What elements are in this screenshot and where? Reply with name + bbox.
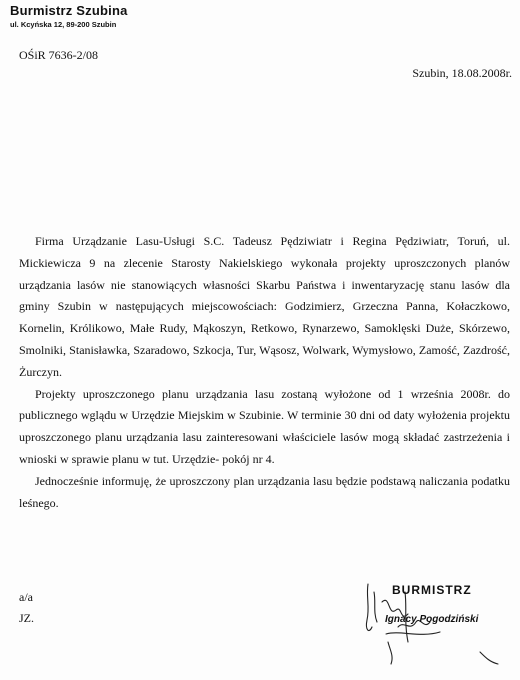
- letter-body: [19, 231, 510, 514]
- sender-address: ul. Kcyńska 12, 89-200 Szubin: [10, 20, 117, 29]
- body-paragraph-3: Jednocześnie informuję, że uproszczony plan urządzania lasu będzie podstawą naliczania podatku leśnego.: [19, 473, 510, 510]
- reference-number: OŚiR 7636-2/08: [19, 48, 99, 62]
- body-paragraph-2: Projekty uproszczonego planu urządzania lasu zostaną wyłożone od 1 września 2008r. do publicznego wglądu w Urzędzie Miejskim w Szubinie. W terminie 30 dni od daty wyłożenia projektu uproszczonego planu urządzania lasu zainteresowani właściciele lasów mogą składać zastrzeżenia i wnioski w sprawie planu w tut. Urzędzie- pokój nr 4.: [19, 386, 510, 466]
- signature-name: Ignacy Pogodziński: [385, 614, 479, 625]
- initials-jz: JZ.: [19, 611, 34, 625]
- initials-aa: a/a: [19, 590, 33, 604]
- body-paragraph-1: Firma Urządzanie Lasu-Usługi S.C. Tadeusz Pędziwiatr i Regina Pędziwiatr, Toruń, ul. Mickiewicza 9 na zlecenie Starosty Nakielskiego wykonała projekty uproszczonych planów urządzania lasów nie stanowiących własności Skarbu Państwa i inwentaryzację stanu lasów dla gminy Szubin w następujących miejscowościach: Godzimierz, Grzeczna Panna, Kołaczkowo, Kornelin, Królikowo, Małe Rudy, Mąkoszyn, Retkowo, Rynarzewo, Samoklęski Duże, Skórzewo, Smolniki, Stanisławka, Szaradowo, Szkocja, Tur, Wąsosz, Wolwark, Wymysłowo, Zamość, Zazdrość, Żurczyn.: [19, 234, 510, 379]
- signature-title: BURMISTRZ: [392, 583, 472, 597]
- place-date: Szubin, 18.08.2008r.: [412, 66, 512, 80]
- sender-name: Burmistrz Szubina: [10, 3, 128, 18]
